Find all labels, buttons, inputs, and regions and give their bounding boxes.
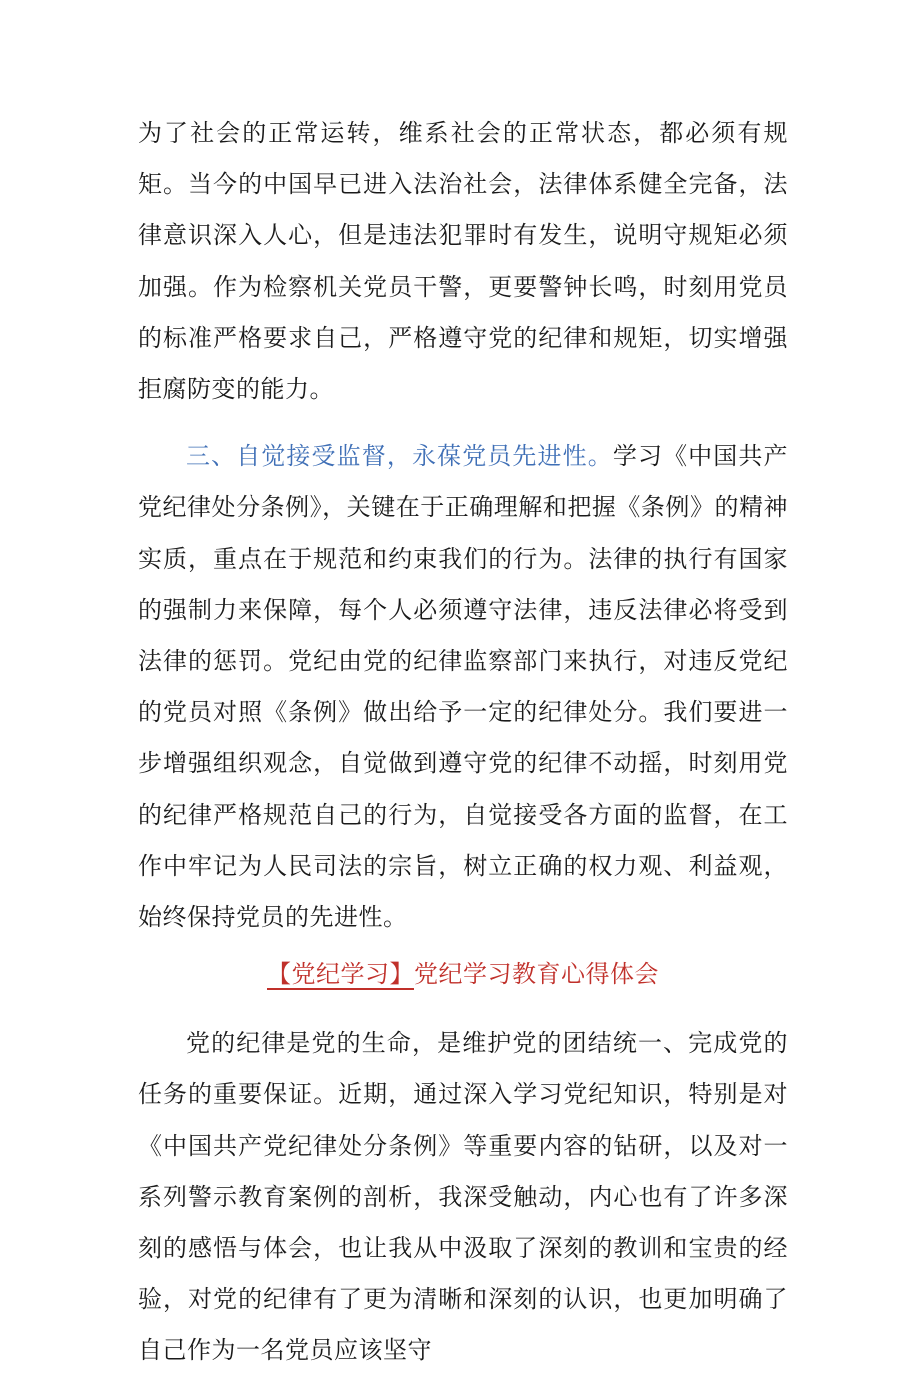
paragraph-rules <box>138 108 788 415</box>
article-title-text: 党纪学习教育心得体会 <box>414 960 659 989</box>
paragraph-supervision-text: 学习《中国共产党纪律处分条例》，关键在于正确理解和把握《条例》的精神实质，重点在于规范和约束我们的行为。法律的执行有国家的强制力来保障，每个人必须遵守法律，违反法律必将受到法律的惩罚。党纪由党的纪律监察部门来执行，对违反党纪的党员对照《条例》做出给予一定的纪律处分。我们要进一步增强组织观念，自觉做到遵守党的纪律不动摇，时刻用党的纪律严格规范自己的行为，自觉接受各方面的监督，在工作中牢记为人民司法的宗旨，树立正确的权力观、利益观，始终保持党员的先进性。 <box>138 442 789 932</box>
article-title <box>138 949 788 1000</box>
article-title-tag: 【党纪学习】 <box>267 960 414 989</box>
paragraph-discipline <box>138 1018 788 1376</box>
paragraph-discipline-text: 党的纪律是党的生命，是维护党的团结统一、完成党的任务的重要保证。近期，通过深入学习党纪知识，特别是对《中国共产党纪律处分条例》等重要内容的钻研，以及对一系列警示教育案例的剖析，我深受触动，内心也有了许多深刻的感悟与体会，也让我从中汲取了深刻的教训和宝贵的经验，对党的纪律有了更为清晰和深刻的认识，也更加明确了自己作为一名党员应该坚守 <box>138 1029 788 1365</box>
section-three-heading: 三、自觉接受监督，永葆党员先进性。 <box>186 442 613 471</box>
paragraph-supervision <box>138 431 788 943</box>
paragraph-rules-text: 为了社会的正常运转，维系社会的正常状态，都必须有规矩。当今的中国早已进入法治社会，法律体系健全完备，法律意识深入人心，但是违法犯罪时有发生，说明守规矩必须加强。作为检察机关党员干警，更要警钟长鸣，时刻用党员的标准严格要求自己，严格遵守党的纪律和规矩，切实增强拒腐防变的能力。 <box>138 119 788 404</box>
document-body <box>138 108 788 1377</box>
